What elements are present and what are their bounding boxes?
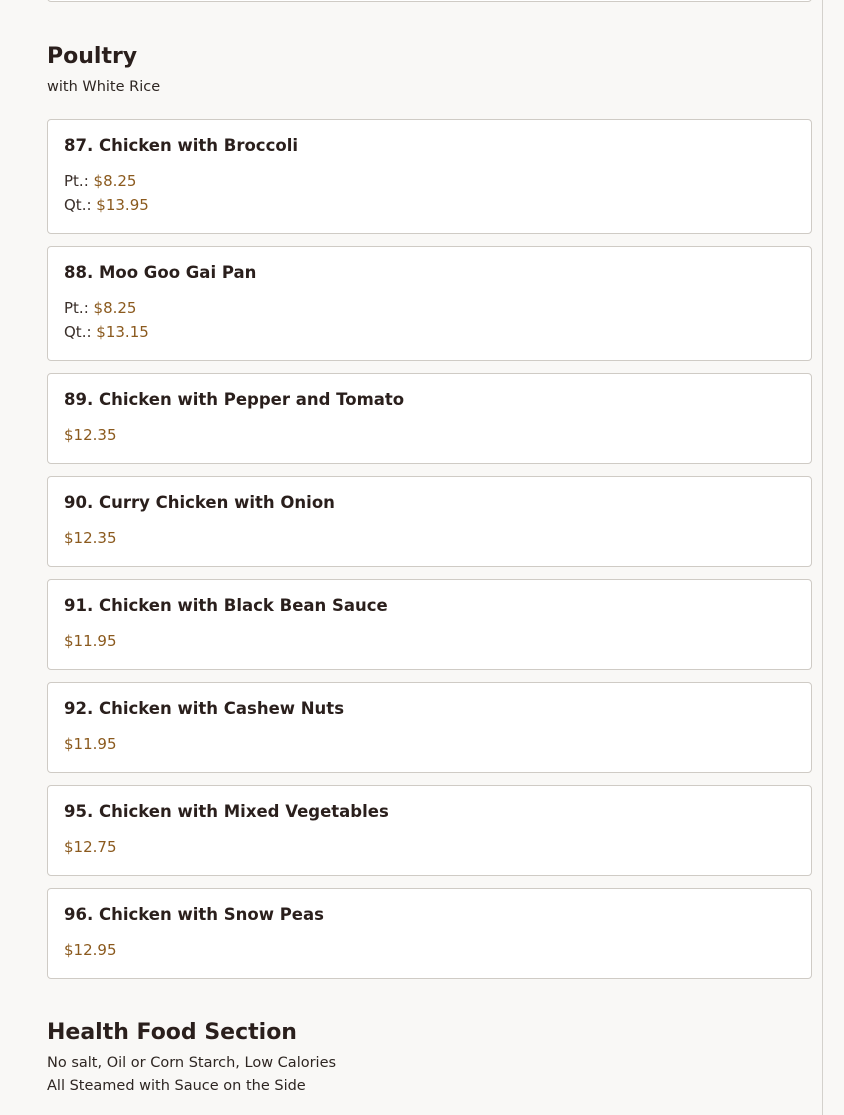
menu-item-card[interactable] (47, 119, 812, 234)
section-title: Health Food Section (47, 1020, 297, 1045)
menu-item-card[interactable] (47, 476, 812, 567)
item-name: 95. Chicken with Mixed Vegetables (64, 802, 389, 821)
price-line (64, 631, 117, 651)
price-line (64, 171, 136, 191)
section-subtitle: with White Rice (47, 79, 161, 95)
item-name: 92. Chicken with Cashew Nuts (64, 699, 345, 718)
item-name: 91. Chicken with Black Bean Sauce (64, 596, 388, 615)
section-poultry-header (47, 43, 812, 99)
menu-item-card-previous[interactable] (47, 0, 812, 2)
menu-item-card[interactable] (47, 888, 812, 979)
price-label: Pt.: (64, 172, 89, 190)
menu-item-card[interactable] (47, 373, 812, 464)
menu-item-card[interactable] (47, 682, 812, 773)
price-line (64, 425, 117, 445)
section-title: Poultry (47, 44, 138, 69)
section-health-food-header (47, 1019, 812, 1098)
price-line (64, 195, 149, 215)
item-name: 88. Moo Goo Gai Pan (64, 263, 257, 282)
section-subtitle: All Steamed with Sauce on the Side (47, 1078, 306, 1094)
price-value: $11.95 (64, 735, 117, 753)
item-name: 89. Chicken with Pepper and Tomato (64, 390, 405, 409)
section-subtitle: No salt, Oil or Corn Starch, Low Calories (47, 1055, 337, 1071)
price-label: Qt.: (64, 196, 92, 214)
price-value: $12.95 (64, 941, 117, 959)
price-value: $12.75 (64, 838, 117, 856)
price-value: $11.95 (64, 632, 117, 650)
price-line (64, 528, 117, 548)
price-value: $12.35 (64, 529, 117, 547)
price-line (64, 734, 117, 754)
menu-item-card[interactable] (47, 246, 812, 361)
price-label: Pt.: (64, 299, 89, 317)
item-name: 87. Chicken with Broccoli (64, 136, 299, 155)
menu-item-card[interactable] (47, 785, 812, 876)
item-name: 90. Curry Chicken with Onion (64, 493, 335, 512)
price-value: $8.25 (93, 172, 137, 190)
price-line (64, 837, 117, 857)
price-label: Qt.: (64, 323, 92, 341)
price-line (64, 322, 149, 342)
price-line (64, 298, 136, 318)
price-value: $8.25 (93, 299, 137, 317)
price-line (64, 940, 117, 960)
item-name: 96. Chicken with Snow Peas (64, 905, 324, 924)
price-value: $13.15 (96, 323, 149, 341)
price-value: $12.35 (64, 426, 117, 444)
price-value: $13.95 (96, 196, 149, 214)
menu-item-card[interactable] (47, 579, 812, 670)
